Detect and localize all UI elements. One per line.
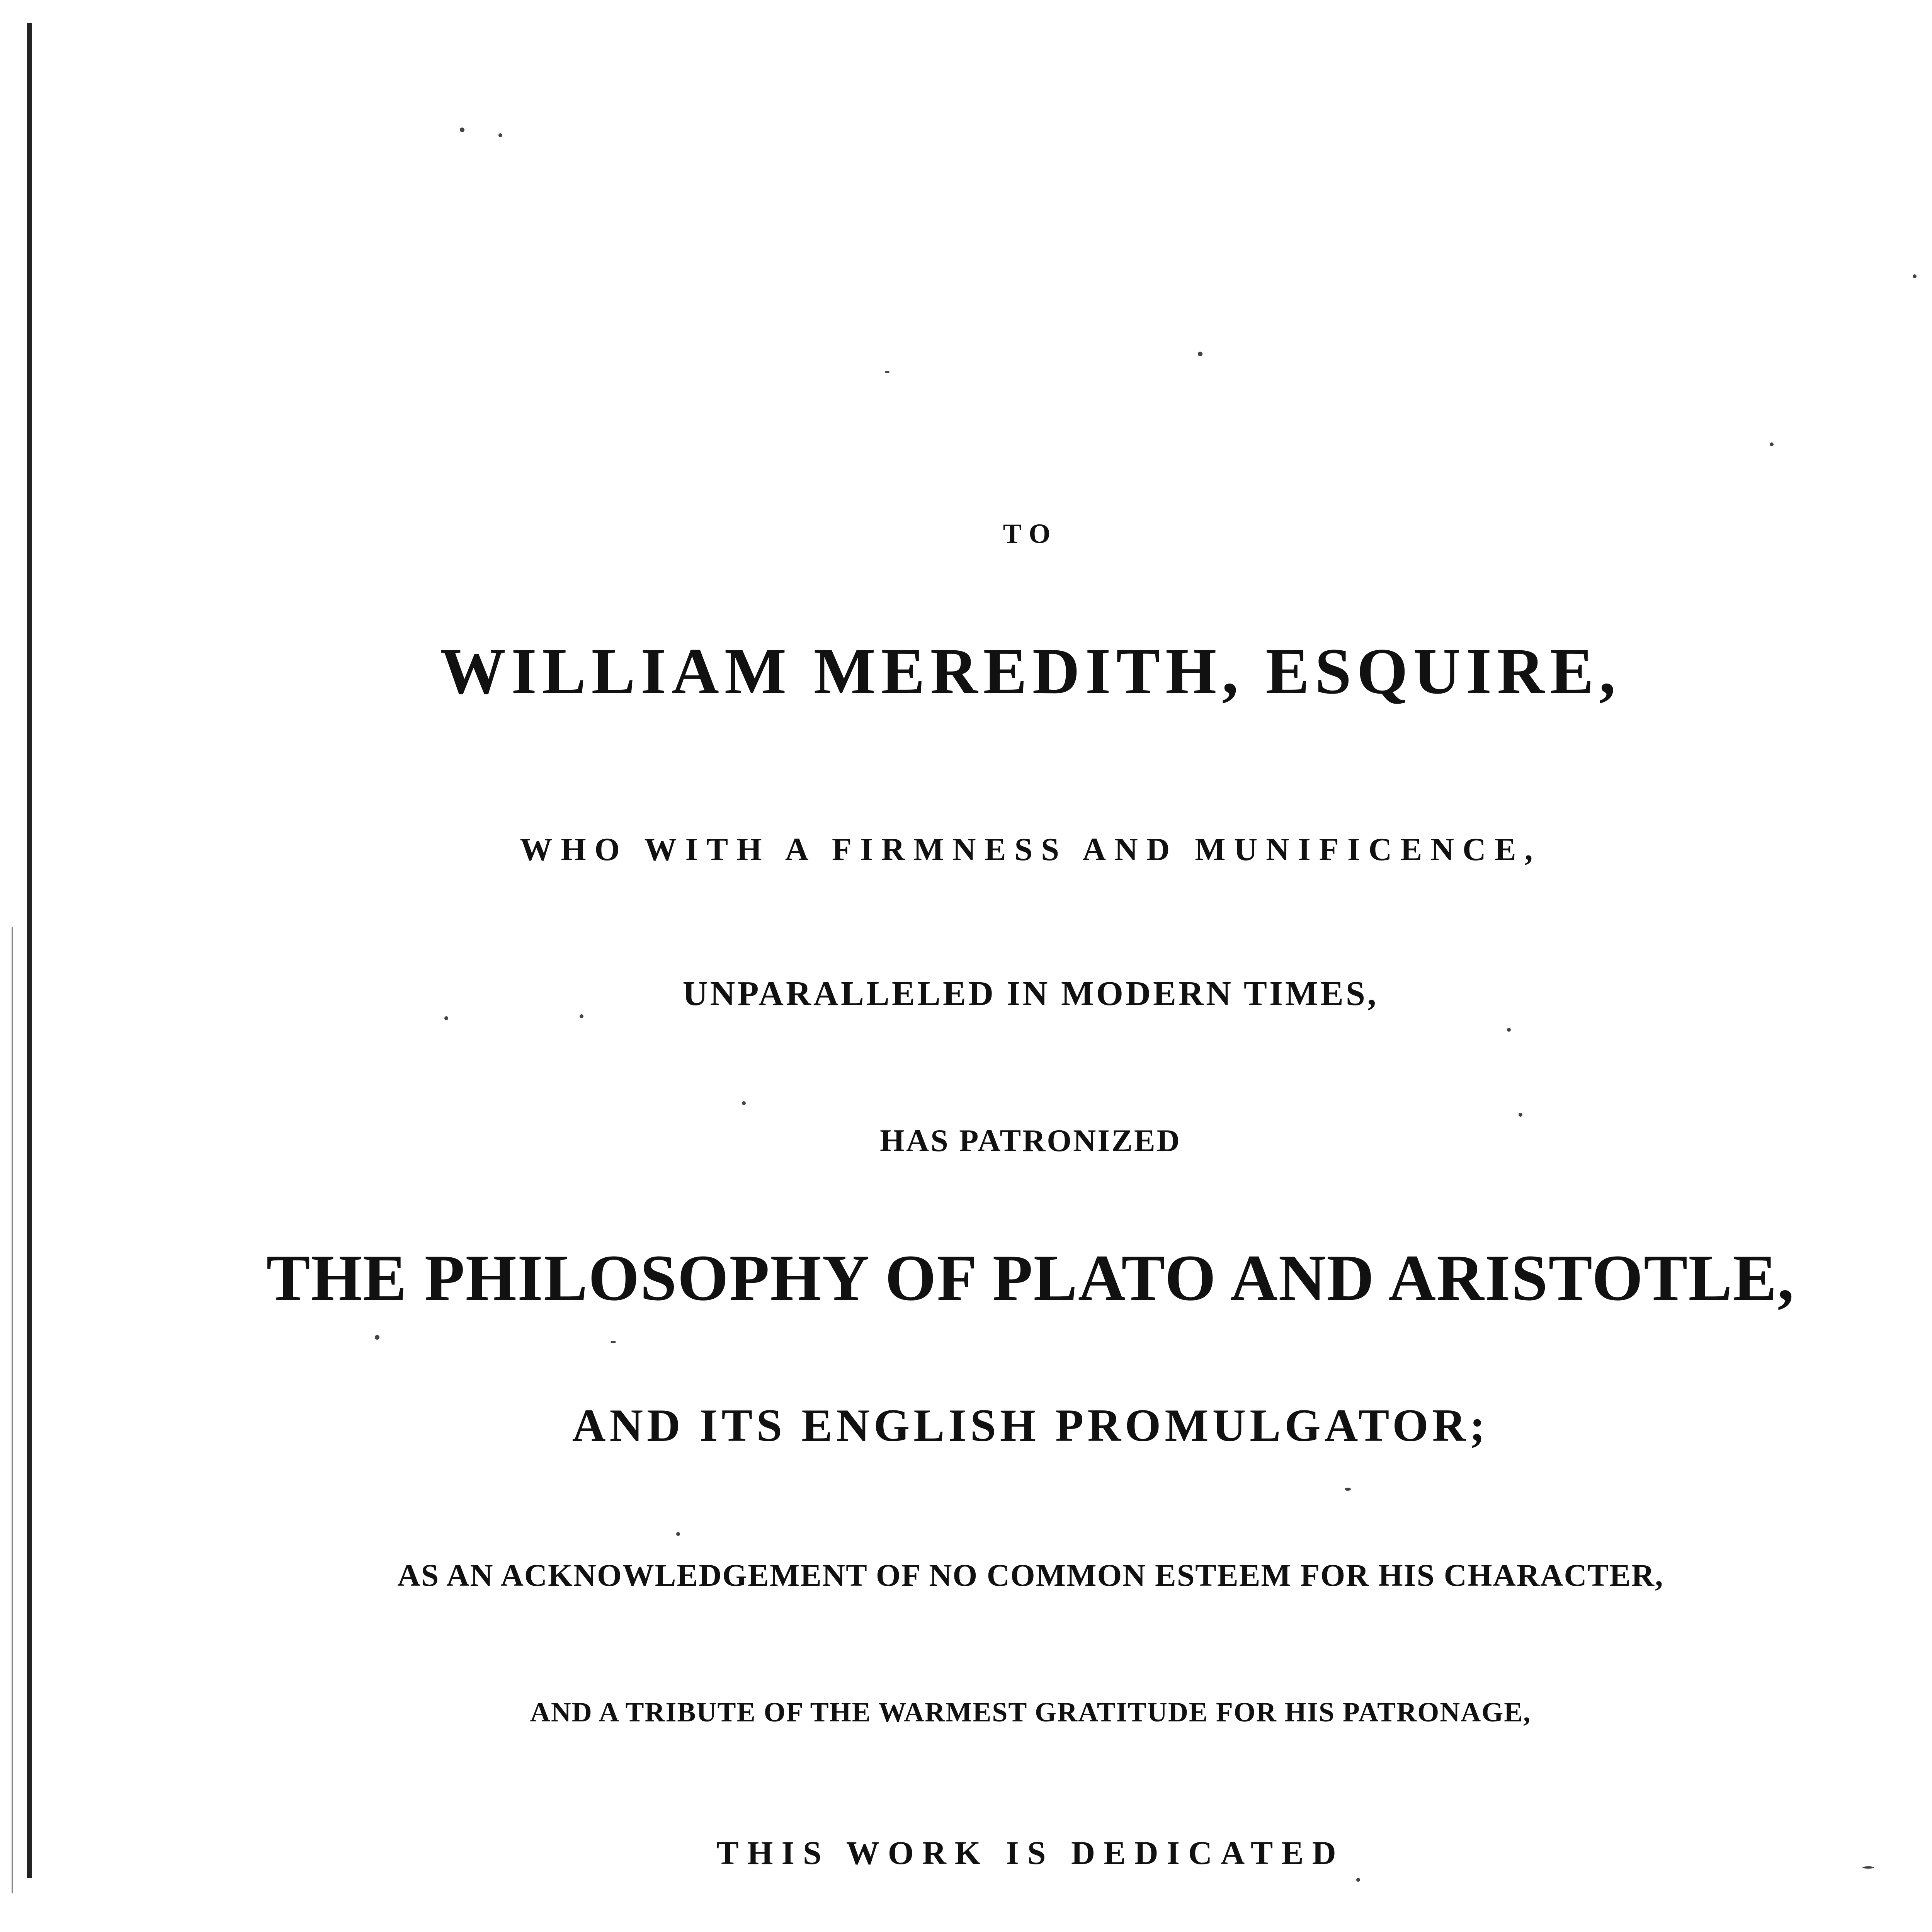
dedication-line-tribute: AND A TRIBUTE OF THE WARMEST GRATITUDE FOR HIS PATRONAGE, xyxy=(530,1697,1531,1728)
scan-speck xyxy=(1345,1488,1351,1491)
scan-speck xyxy=(611,1341,616,1343)
dedication-line-promulgator: AND ITS ENGLISH PROMULGATOR; xyxy=(572,1400,1489,1451)
dedication-line-acknowledgement: AS AN ACKNOWLEDGEMENT OF NO COMMON ESTEEM FOR HIS CHARACTER, xyxy=(397,1558,1664,1593)
dedicatee-name: WILLIAM MEREDITH, ESQUIRE, xyxy=(440,635,1621,707)
scan-speck xyxy=(742,1101,746,1105)
dedication-line-dedicated: THIS WORK IS DEDICATED xyxy=(716,1834,1345,1871)
scan-edge-rule xyxy=(27,23,32,1878)
dedication-to: TO xyxy=(1003,518,1058,549)
scan-speck xyxy=(1356,1878,1360,1882)
scan-speck xyxy=(1862,1866,1874,1869)
scan-speck xyxy=(460,128,464,132)
dedication-line-philosophy: THE PHILOSOPHY OF PLATO AND ARISTOTLE, xyxy=(266,1242,1795,1314)
dedication-line-who: WHO WITH A FIRMNESS AND MUNIFICENCE, xyxy=(520,832,1541,867)
scan-speck xyxy=(676,1532,680,1536)
dedication-line-has: HAS PATRONIZED xyxy=(880,1123,1181,1158)
scan-speck xyxy=(885,371,889,373)
dedication-line-unparalleled: UNPARALLELED IN MODERN TIMES, xyxy=(682,975,1379,1013)
scan-speck xyxy=(1770,442,1774,446)
scan-speck xyxy=(375,1335,379,1340)
scan-speck xyxy=(1519,1113,1522,1117)
scan-speck xyxy=(1913,274,1917,278)
scan-speck xyxy=(1198,352,1202,356)
scan-speck xyxy=(580,1014,583,1018)
scan-speck xyxy=(1507,1028,1511,1032)
scan-speck xyxy=(498,133,502,137)
scan-speck xyxy=(444,1016,448,1020)
